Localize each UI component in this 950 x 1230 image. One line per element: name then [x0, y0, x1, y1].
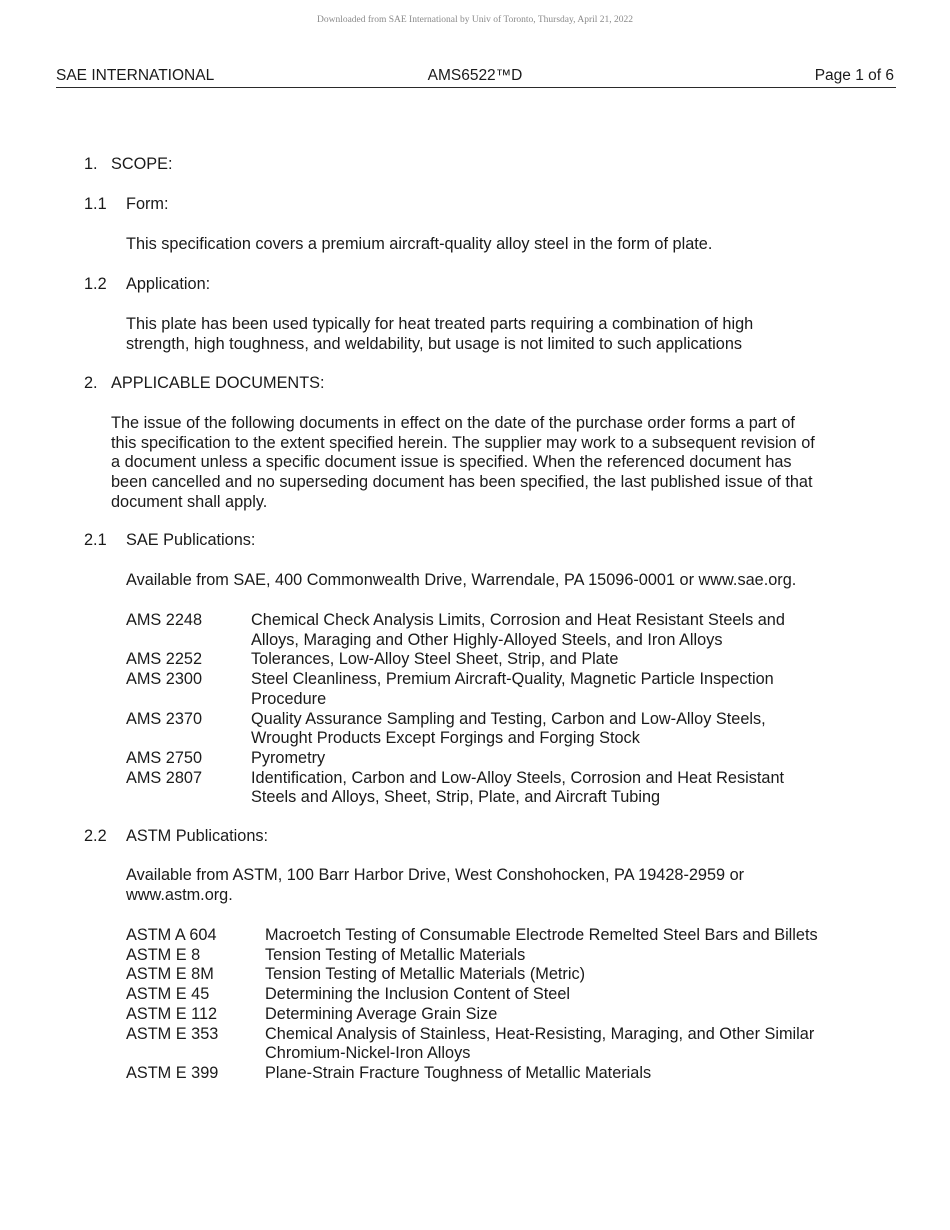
section-2-text-line: document shall apply.: [111, 492, 268, 511]
sae-doc-code: AMS 2370: [126, 709, 203, 728]
sae-doc-code: AMS 2248: [126, 611, 203, 629]
astm-doc-code: ASTM E 353: [126, 1024, 219, 1043]
sae-doc-title-line: Steels and Alloys, Sheet, Strip, Plate, and Aircraft Tubing: [251, 788, 661, 807]
section-2-2-availability-line: www.astm.org.: [126, 885, 233, 904]
astm-doc-code: ASTM E 45: [126, 985, 210, 1004]
section-2-1-title: SAE Publications:: [126, 531, 256, 549]
sae-doc-code: AMS 2807: [126, 768, 203, 787]
section-2-text-line: a document unless a specific document issue is specified. When the referenced document has: [111, 453, 792, 472]
astm-doc-title-line: Plane-Strain Fracture Toughness of Metallic Materials: [265, 1063, 652, 1082]
section-2-number: 2.: [84, 374, 98, 392]
sae-doc-code: AMS 2300: [126, 670, 203, 689]
sae-doc-title-line: Procedure: [251, 689, 327, 708]
header-organization: SAE INTERNATIONAL: [56, 67, 215, 84]
sae-doc-title-line: Chemical Check Analysis Limits, Corrosion and Heat Resistant Steels and: [251, 611, 785, 629]
sae-doc-title-line: Alloys, Maraging and Other Highly-Alloyed Steels, and Iron Alloys: [251, 630, 723, 649]
section-1-1-number: 1.1: [84, 195, 107, 213]
section-2-2-title: ASTM Publications:: [126, 827, 269, 845]
section-2-text-line: The issue of the following documents in effect on the date of the purchase order forms a part of: [111, 414, 795, 432]
astm-doc-title-line: Macroetch Testing of Consumable Electrode Remelted Steel Bars and Billets: [265, 926, 818, 944]
astm-doc-code: ASTM E 8: [126, 945, 201, 964]
header-document-number: AMS6522™D: [427, 67, 523, 84]
section-1-2-number: 1.2: [84, 275, 107, 293]
sae-doc-title-line: Wrought Products Except Forgings and Forging Stock: [251, 729, 640, 748]
sae-doc-code: AMS 2750: [126, 748, 203, 767]
astm-doc-code: ASTM E 8M: [126, 965, 214, 984]
sae-doc-title-line: Quality Assurance Sampling and Testing, Carbon and Low-Alloy Steels,: [251, 709, 766, 728]
astm-doc-title-line: Tension Testing of Metallic Materials: [265, 945, 526, 964]
header-divider: [56, 87, 896, 88]
section-1-1-title: Form:: [126, 195, 169, 213]
section-1-number: 1.: [84, 155, 98, 173]
section-1-2-title: Application:: [126, 275, 211, 293]
header-page-number: Page 1 of 6: [814, 67, 894, 84]
astm-doc-title-line: Chromium-Nickel-Iron Alloys: [265, 1044, 471, 1063]
download-watermark: Downloaded from SAE International by Univ of Toronto, Thursday, April 21, 2022: [316, 15, 634, 25]
section-1-2-text-line: strength, high toughness, and weldability, but usage is not limited to such applications: [126, 334, 743, 353]
section-2-text-line: been cancelled and no superseding document has been specified, the last published issue of that: [111, 473, 813, 492]
astm-doc-title-line: Determining Average Grain Size: [265, 1004, 498, 1023]
section-2-1-availability: Available from SAE, 400 Commonwealth Drive, Warrendale, PA 15096-0001 or www.sae.org.: [126, 571, 797, 589]
astm-doc-code: ASTM E 112: [126, 1004, 218, 1023]
astm-doc-code: ASTM A 604: [126, 926, 217, 944]
astm-doc-code: ASTM E 399: [126, 1063, 219, 1082]
astm-doc-title-line: Tension Testing of Metallic Materials (Metric): [265, 965, 586, 984]
sae-doc-title-line: Steel Cleanliness, Premium Aircraft-Quality, Magnetic Particle Inspection: [251, 670, 774, 689]
section-2-2-availability-line: Available from ASTM, 100 Barr Harbor Drive, West Conshohocken, PA 19428-2959 or: [126, 866, 745, 884]
astm-doc-title-line: Chemical Analysis of Stainless, Heat-Resisting, Maraging, and Other Similar: [265, 1024, 815, 1043]
sae-doc-code: AMS 2252: [126, 650, 203, 669]
sae-doc-title-line: Identification, Carbon and Low-Alloy Steels, Corrosion and Heat Resistant: [251, 768, 785, 787]
section-1-1-text: This specification covers a premium aircraft-quality alloy steel in the form of plate.: [126, 235, 713, 253]
section-1-2-text-line: This plate has been used typically for heat treated parts requiring a combination of high: [126, 315, 754, 333]
section-1-title: SCOPE:: [111, 155, 173, 173]
sae-doc-title-line: Tolerances, Low-Alloy Steel Sheet, Strip, and Plate: [251, 650, 619, 669]
section-2-title: APPLICABLE DOCUMENTS:: [111, 374, 325, 392]
section-2-text-line: this specification to the extent specified herein. The supplier may work to a subsequent revision of: [111, 433, 815, 452]
section-2-1-number: 2.1: [84, 531, 107, 549]
astm-doc-title-line: Determining the Inclusion Content of Steel: [265, 985, 570, 1004]
section-2-2-number: 2.2: [84, 827, 107, 845]
sae-doc-title-line: Pyrometry: [251, 748, 326, 767]
